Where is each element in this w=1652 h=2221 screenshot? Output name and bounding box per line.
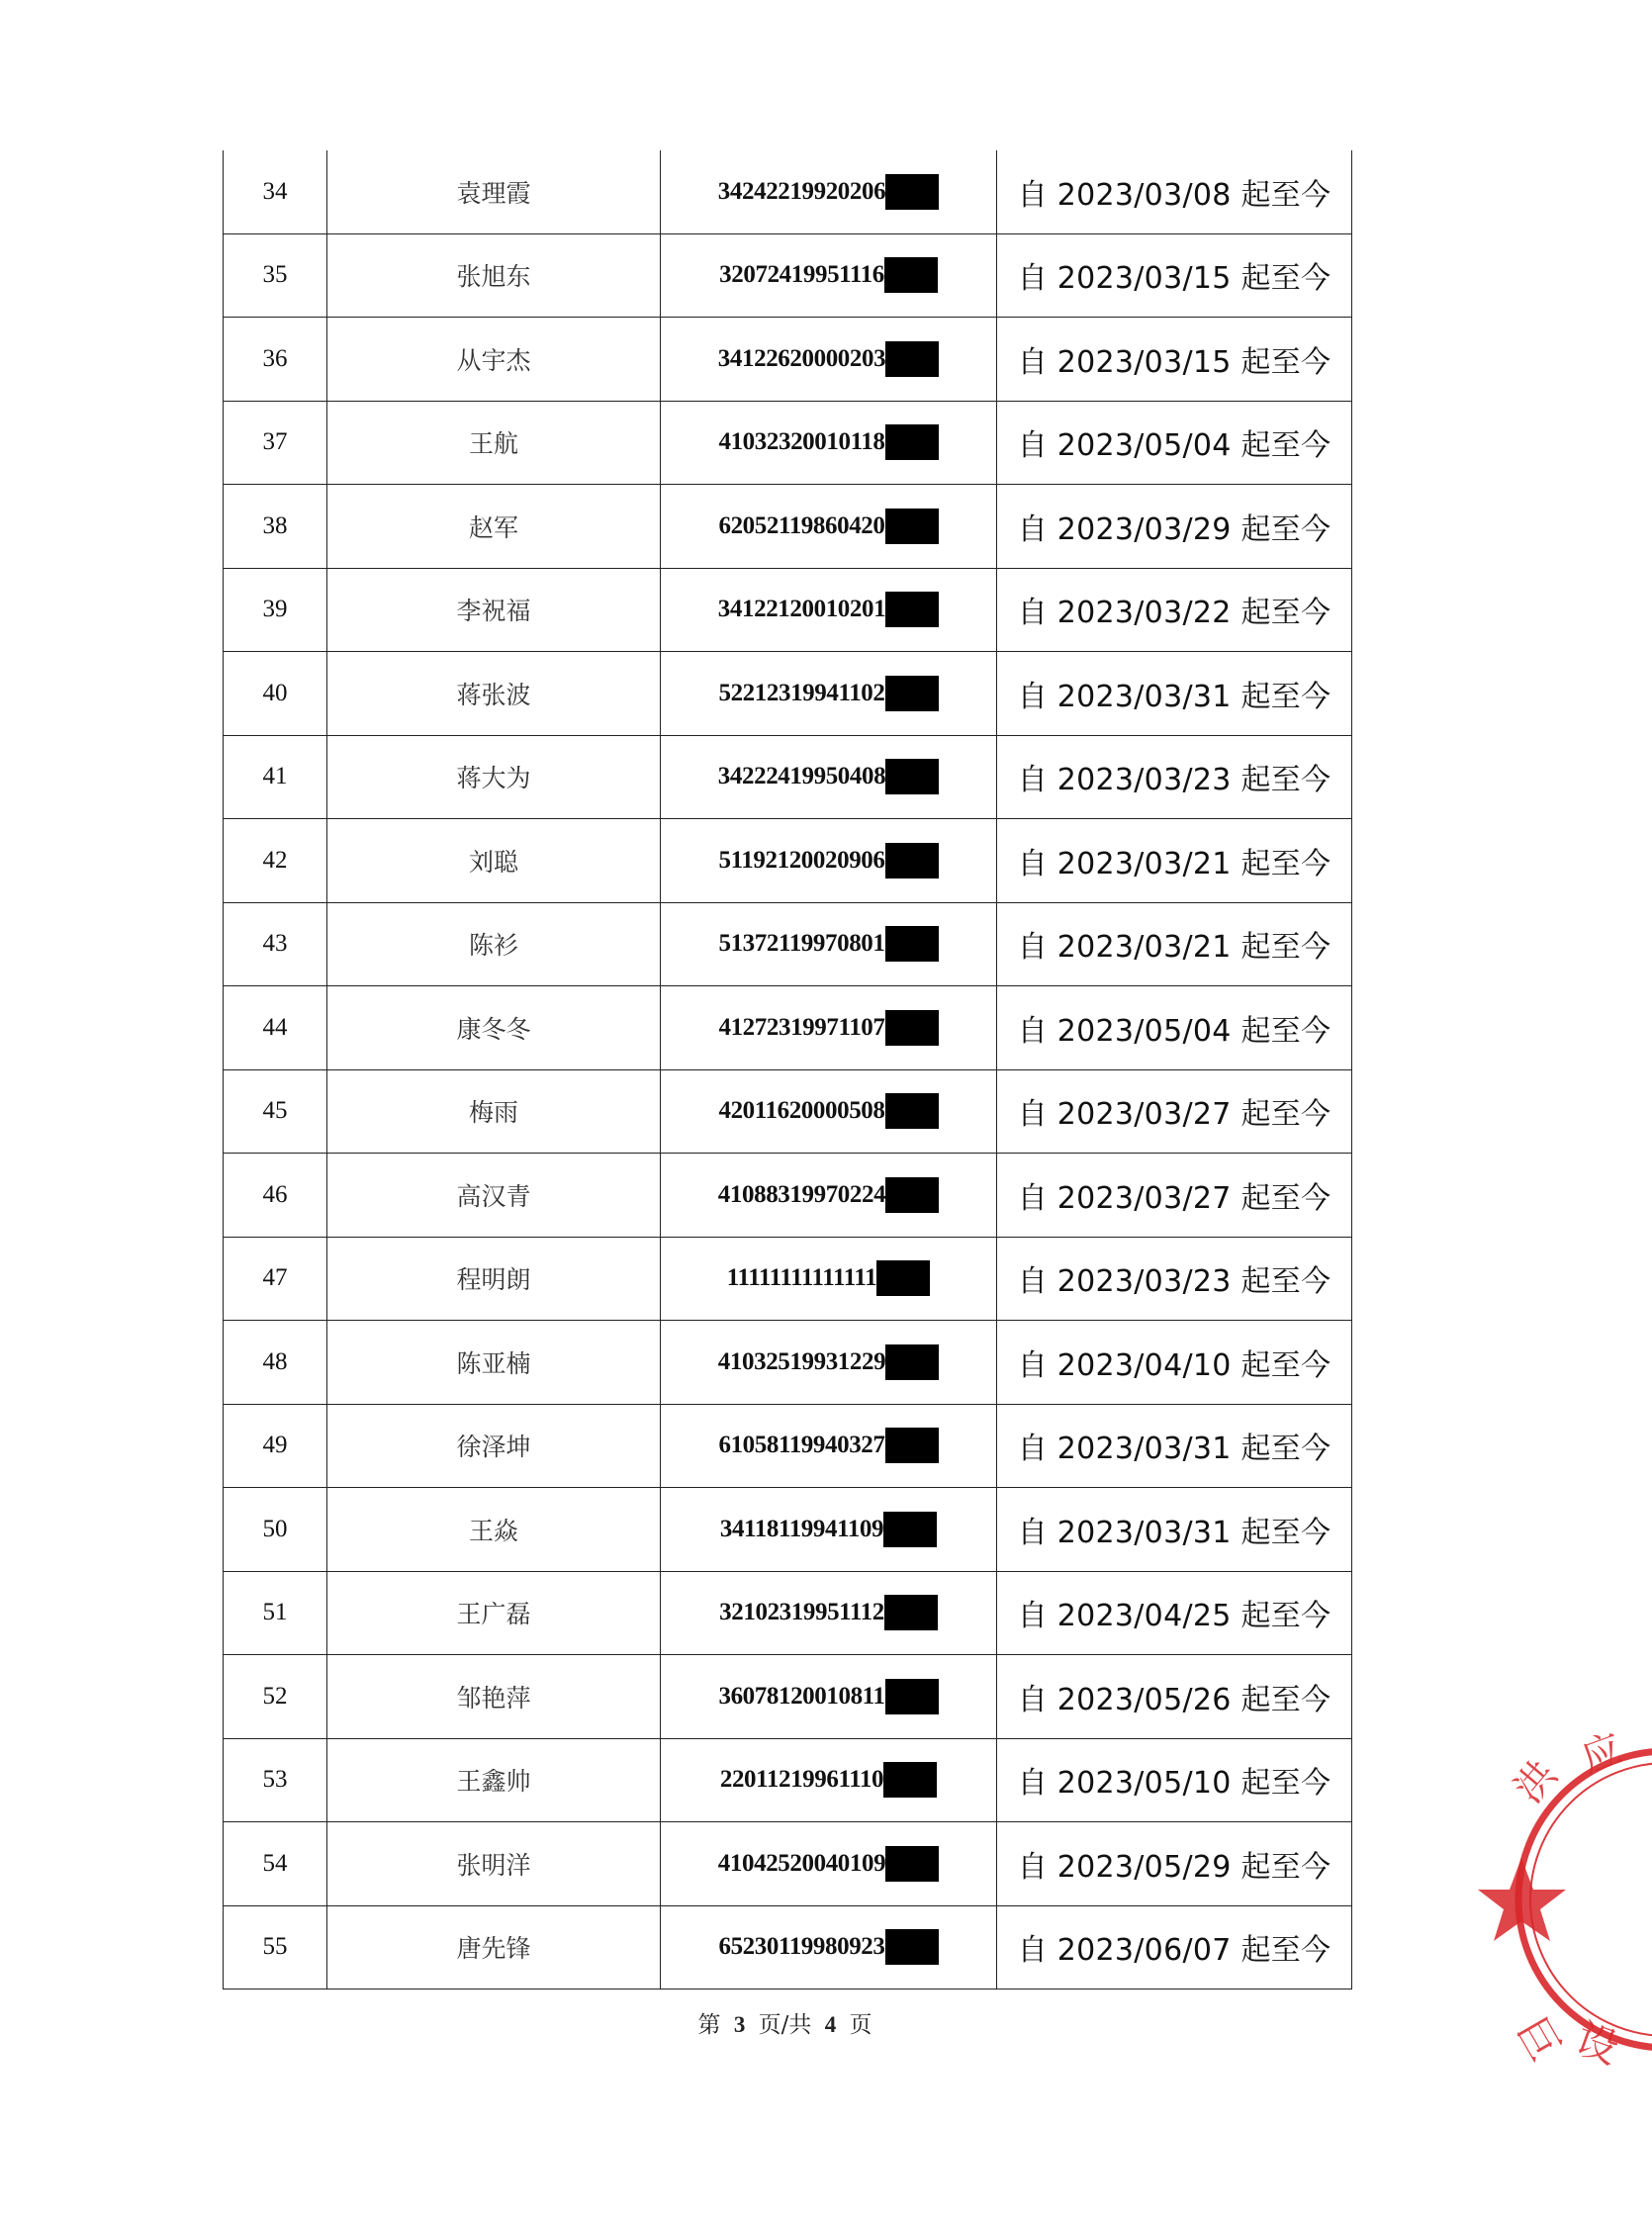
id-number: 34122120010201: [717, 596, 886, 623]
row-number: 53: [224, 1738, 327, 1822]
id-number: 11111111111111: [726, 1264, 877, 1292]
id-number-cell: [661, 819, 997, 903]
table-row: [224, 401, 1352, 485]
id-number-cell: [661, 1404, 997, 1488]
row-number: 43: [224, 902, 327, 986]
id-number-cell: [661, 568, 997, 652]
person-name: 徐泽坤: [327, 1404, 661, 1488]
person-name: 张旭东: [327, 233, 661, 318]
row-number: 34: [224, 150, 327, 233]
employment-period: 自 2023/05/04 起至今: [997, 401, 1352, 485]
person-name: 张明洋: [327, 1822, 661, 1906]
redaction-block: [883, 1762, 937, 1798]
table-row: [224, 1488, 1352, 1572]
table-row: [224, 1069, 1352, 1154]
id-number: 61058119940327: [718, 1432, 885, 1459]
table-row: [224, 1154, 1352, 1238]
employment-period: 自 2023/03/21 起至今: [997, 902, 1352, 986]
id-number-cell: [661, 233, 997, 318]
redaction-block: [884, 1595, 938, 1630]
table-row: [224, 318, 1352, 402]
redaction-block: [883, 1512, 937, 1547]
row-number: 37: [224, 401, 327, 485]
redaction-block: [885, 926, 939, 962]
redaction-block: [885, 1679, 939, 1714]
person-name: 高汉青: [327, 1154, 661, 1238]
id-number: 41032320010118: [718, 428, 885, 456]
redaction-block: [885, 843, 939, 879]
redaction-block: [885, 174, 939, 210]
redaction-block: [885, 1846, 939, 1882]
employment-period: 自 2023/03/08 起至今: [997, 150, 1352, 233]
id-number: 34118119941109: [719, 1515, 884, 1542]
row-number: 50: [224, 1488, 327, 1572]
redaction-block: [885, 341, 939, 377]
page-footer: [0, 2006, 1570, 2039]
id-number-cell: [661, 401, 997, 485]
id-number: 32102319951112: [719, 1599, 884, 1626]
row-number: 44: [224, 986, 327, 1070]
table-row: [224, 902, 1352, 986]
employment-period: 自 2023/04/10 起至今: [997, 1321, 1352, 1405]
id-number-cell: [661, 1237, 997, 1321]
id-number-cell: [661, 735, 997, 819]
id-number: 34242219920206: [717, 177, 886, 205]
table-row: [224, 1905, 1352, 1990]
employment-period: 自 2023/03/29 起至今: [997, 485, 1352, 569]
row-number: 39: [224, 568, 327, 652]
id-number: 34222419950408: [717, 763, 886, 790]
id-number-cell: [661, 1571, 997, 1655]
employment-period: 自 2023/03/27 起至今: [997, 1069, 1352, 1154]
id-number-cell: [661, 1655, 997, 1739]
table-row: [224, 1738, 1352, 1822]
id-number: 62052119860420: [718, 511, 885, 539]
footer-suffix: 页: [849, 2012, 872, 2038]
id-number: 51192120020906: [718, 846, 885, 874]
table-row: [224, 735, 1352, 819]
employment-period: 自 2023/03/23 起至今: [997, 1237, 1352, 1321]
total-pages-number: 4: [824, 2012, 837, 2037]
redaction-block: [885, 509, 939, 544]
row-number: 54: [224, 1822, 327, 1906]
official-seal-stamp: [1494, 1725, 1652, 2074]
person-name: 李祝福: [327, 568, 661, 652]
table-row: [224, 1321, 1352, 1405]
id-number-cell: [661, 986, 997, 1070]
redaction-block: [885, 1010, 939, 1046]
id-number-cell: [661, 652, 997, 736]
person-name: 康冬冬: [327, 986, 661, 1070]
redaction-block: [885, 424, 939, 460]
table-row: [224, 1571, 1352, 1655]
id-number-cell: [661, 150, 997, 233]
employment-period: 自 2023/05/10 起至今: [997, 1738, 1352, 1822]
person-name: 唐先锋: [327, 1905, 661, 1990]
person-name: 陈亚楠: [327, 1321, 661, 1405]
row-number: 41: [224, 735, 327, 819]
id-number-cell: [661, 1822, 997, 1906]
redaction-block: [885, 1929, 939, 1965]
person-name: 赵军: [327, 485, 661, 569]
row-number: 52: [224, 1655, 327, 1739]
row-number: 51: [224, 1571, 327, 1655]
table-row: [224, 568, 1352, 652]
employment-period: 自 2023/03/31 起至今: [997, 1488, 1352, 1572]
person-name: 蒋大为: [327, 735, 661, 819]
roster-table-body: [224, 150, 1352, 1990]
person-name: 王广磊: [327, 1571, 661, 1655]
table-row: [224, 485, 1352, 569]
id-number: 51372119970801: [718, 930, 885, 958]
id-number: 34122620000203: [717, 344, 886, 372]
row-number: 35: [224, 233, 327, 318]
person-name: 陈衫: [327, 902, 661, 986]
table-row: [224, 233, 1352, 318]
row-number: 36: [224, 318, 327, 402]
id-number-cell: [661, 1321, 997, 1405]
employment-period: 自 2023/03/27 起至今: [997, 1154, 1352, 1238]
id-number-cell: [661, 902, 997, 986]
id-number-cell: [661, 1488, 997, 1572]
id-number: 41042520040109: [717, 1849, 886, 1877]
redaction-block: [885, 1428, 939, 1463]
table-row: [224, 1237, 1352, 1321]
employment-period: 自 2023/03/31 起至今: [997, 1404, 1352, 1488]
id-number: 65230119980923: [718, 1933, 885, 1961]
table-row: [224, 819, 1352, 903]
id-number-cell: [661, 1154, 997, 1238]
roster-table: [223, 150, 1352, 1990]
id-number: 41032519931229: [717, 1347, 886, 1375]
row-number: 55: [224, 1905, 327, 1990]
row-number: 46: [224, 1154, 327, 1238]
redaction-block: [885, 676, 939, 711]
person-name: 袁理霞: [327, 150, 661, 233]
row-number: 47: [224, 1237, 327, 1321]
row-number: 49: [224, 1404, 327, 1488]
svg-text:应: 应: [1575, 1725, 1629, 1783]
id-number-cell: [661, 1738, 997, 1822]
id-number-cell: [661, 318, 997, 402]
employment-period: 自 2023/04/25 起至今: [997, 1571, 1352, 1655]
redaction-block: [885, 592, 939, 627]
employment-period: 自 2023/03/15 起至今: [997, 233, 1352, 318]
row-number: 42: [224, 819, 327, 903]
row-number: 45: [224, 1069, 327, 1154]
employment-period: 自 2023/05/26 起至今: [997, 1655, 1352, 1739]
footer-prefix: 第: [697, 2012, 721, 2038]
employment-period: 自 2023/05/04 起至今: [997, 986, 1352, 1070]
person-name: 王焱: [327, 1488, 661, 1572]
employment-period: 自 2023/03/23 起至今: [997, 735, 1352, 819]
redaction-block: [885, 1344, 939, 1380]
id-number: 32072419951116: [719, 261, 884, 289]
employment-period: 自 2023/06/07 起至今: [997, 1905, 1352, 1990]
person-name: 刘聪: [327, 819, 661, 903]
svg-text:巨: 巨: [1507, 2008, 1570, 2070]
id-number-cell: [661, 1069, 997, 1154]
svg-text:洪: 洪: [1506, 1752, 1567, 1812]
svg-text:设: 设: [1569, 2013, 1625, 2074]
person-name: 梅雨: [327, 1069, 661, 1154]
redaction-block: [884, 257, 938, 293]
id-number: 41272319971107: [718, 1013, 885, 1041]
employment-period: 自 2023/03/21 起至今: [997, 819, 1352, 903]
row-number: 40: [224, 652, 327, 736]
id-number: 41088319970224: [717, 1180, 886, 1208]
footer-middle: 页/共: [758, 2012, 812, 2038]
person-name: 邹艳萍: [327, 1655, 661, 1739]
table-row: [224, 1404, 1352, 1488]
employment-period: 自 2023/03/31 起至今: [997, 652, 1352, 736]
id-number-cell: [661, 1905, 997, 1990]
redaction-block: [885, 1093, 939, 1129]
table-row: [224, 986, 1352, 1070]
table-row: [224, 150, 1352, 233]
table-row: [224, 1822, 1352, 1906]
id-number: 22011219961110: [719, 1766, 884, 1794]
table-row: [224, 1655, 1352, 1739]
table-row: [224, 652, 1352, 736]
person-name: 从宇杰: [327, 318, 661, 402]
employment-period: 自 2023/03/22 起至今: [997, 568, 1352, 652]
person-name: 蒋张波: [327, 652, 661, 736]
row-number: 38: [224, 485, 327, 569]
employment-period: 自 2023/05/29 起至今: [997, 1822, 1352, 1906]
person-name: 程明朗: [327, 1237, 661, 1321]
id-number: 42011620000508: [718, 1097, 885, 1125]
employment-period: 自 2023/03/15 起至今: [997, 318, 1352, 402]
person-name: 王航: [327, 401, 661, 485]
id-number: 36078120010811: [718, 1682, 885, 1710]
redaction-block: [885, 1177, 939, 1213]
row-number: 48: [224, 1321, 327, 1405]
id-number-cell: [661, 485, 997, 569]
current-page-number: 3: [733, 2012, 746, 2037]
id-number: 52212319941102: [718, 679, 885, 706]
person-name: 王鑫帅: [327, 1738, 661, 1822]
redaction-block: [885, 759, 939, 794]
redaction-block: [876, 1260, 930, 1296]
